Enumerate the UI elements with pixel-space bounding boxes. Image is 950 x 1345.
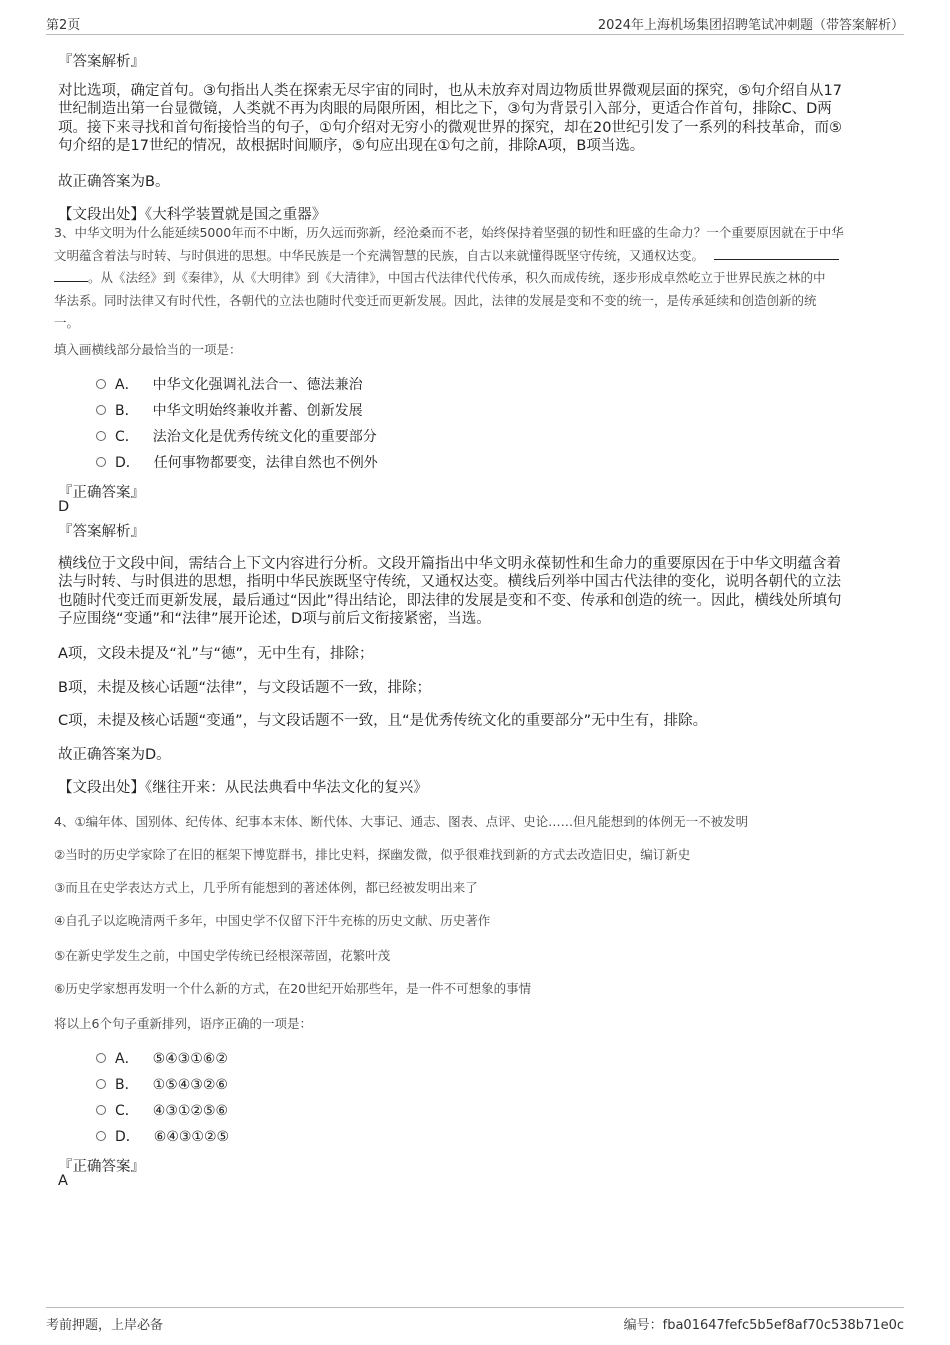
document-title: 2024年上海机场集团招聘笔试冲刺题（带答案解析） bbox=[597, 18, 904, 33]
option-a[interactable]: A． ⑤④③①⑥② bbox=[96, 1048, 228, 1068]
stem-line: 华法系。同时法律又有时代性，各朝代的立法也随时代变迁而更新发展。因此，法律的发展是变和不变的统一，是传承延续和创造创新的统 bbox=[54, 292, 817, 308]
sentence-1: 4、①编年体、国别体、纪传体、纪事本末体、断代体、大事记、通志、图表、点评、史论……但凡能想到的体例无一不被发明 bbox=[54, 814, 749, 829]
analysis-label: 『答案解析』 bbox=[58, 54, 145, 70]
stem-line: 一。 bbox=[54, 315, 80, 330]
analysis-line: 对比选项，确定首句。③句指出人类在探索无尽宇宙的同时，也从未放弃对周边物质世界微观层面的探究，⑤句介绍自从17 bbox=[58, 83, 842, 99]
question-prompt: 填入画横线部分最恰当的一项是： bbox=[54, 342, 242, 357]
sentence-5: ⑤在新史学发生之前，中国史学传统已经根深蒂固，花繁叶茂 bbox=[54, 948, 391, 963]
option-d[interactable]: D． ⑥④③①②⑤ bbox=[96, 1126, 229, 1146]
footer-slogan: 考前押题，上岸必备 bbox=[46, 1318, 164, 1333]
radio-icon[interactable] bbox=[96, 379, 106, 389]
fill-blank bbox=[54, 270, 88, 282]
source-title: 《继往开来：从民法典看中华法文化的复兴》 bbox=[145, 780, 428, 796]
reason-c: C项，未提及核心话题“变通”，与文段话题不一致，且“是优秀传统文化的重要部分”无中生有，排除。 bbox=[58, 713, 708, 729]
question-3-stem bbox=[54, 222, 844, 335]
source-label: 【文段出处】 bbox=[58, 207, 145, 223]
radio-icon[interactable] bbox=[96, 1105, 106, 1115]
sentence-3: ③而且在史学表达方式上，几乎所有能想到的著述体例，都已经被发明出来了 bbox=[54, 880, 478, 895]
source-line bbox=[58, 203, 326, 224]
answer-label: 『正确答案』 bbox=[58, 1159, 145, 1175]
fill-blank bbox=[714, 248, 839, 260]
conclusion: 故正确答案为D。 bbox=[58, 747, 171, 763]
analysis-line: 也随时代变迁而更新发展，最后通过“因此”得出结论，即法律的发展是变和不变、传承和创造的统一。因此，横线处所填句 bbox=[58, 592, 842, 609]
radio-icon[interactable] bbox=[96, 457, 106, 467]
question-prompt: 将以上6个句子重新排列，语序正确的一项是： bbox=[54, 1016, 312, 1031]
analysis-line: 句介绍的是17世纪的情况，故根据时间顺序，⑤句应出现在①句之前，排除A项，B项当选。 bbox=[58, 137, 645, 154]
radio-icon[interactable] bbox=[96, 405, 106, 415]
analysis-line: 项。接下来寻找和首句衔接恰当的句子，①句介绍对无穷小的微观世界的探究，却在20世纪引发了一系列的科技革命，而⑤ bbox=[58, 119, 842, 136]
option-b[interactable]: B． ①⑤④③②⑥ bbox=[96, 1074, 228, 1094]
radio-icon[interactable] bbox=[96, 431, 106, 441]
radio-icon[interactable] bbox=[96, 1079, 106, 1089]
analysis-paragraph bbox=[58, 82, 842, 155]
stem-line: 。从《法经》到《秦律》，从《大明律》到《大清律》，中国古代法律代代传承，积久而成传统，逐步形成卓然屹立于世界民族之林的中 bbox=[54, 267, 844, 290]
option-c[interactable]: C． ④③①②⑤⑥ bbox=[96, 1100, 228, 1120]
analysis-line: 横线位于文段中间，需结合上下文内容进行分析。文段开篇指出中华文明永葆韧性和生命力的重要原因在于中华文明蕴含着 bbox=[58, 556, 841, 572]
source-label: 【文段出处】 bbox=[58, 780, 145, 796]
option-b[interactable]: B． 中华文明始终兼收并蓄、创新发展 bbox=[96, 400, 363, 420]
option-d[interactable]: D． 任何事物都要变，法律自然也不例外 bbox=[96, 452, 378, 472]
reason-b: B项，未提及核心话题“法律”，与文段话题不一致，排除； bbox=[58, 680, 431, 696]
reason-a: A项，文段未提及“礼”与“德”，无中生有，排除； bbox=[58, 646, 374, 662]
document-code: 编号：fba01647fefc5b5ef8af70c538b71e0c bbox=[623, 1318, 904, 1333]
radio-icon[interactable] bbox=[96, 1053, 106, 1063]
page-footer bbox=[46, 1307, 904, 1338]
answer-value: D bbox=[58, 499, 70, 515]
sentence-6: ⑥历史学家想再发明一个什么新的方式，在20世纪开始那些年，是一件不可想象的事情 bbox=[54, 981, 532, 996]
conclusion: 故正确答案为B。 bbox=[58, 174, 170, 190]
answer-label: 『正确答案』 bbox=[58, 485, 145, 501]
answer-value: A bbox=[58, 1173, 68, 1189]
sentence-4: ④自孔子以迄晚清两千多年，中国史学不仅留下汗牛充栋的历史文献、历史著作 bbox=[54, 913, 491, 928]
analysis-line: 法与时转、与时俱进的思想，指明中华民族既坚守传统，又通权达变。横线后列举中国古代法律的变化，说明各朝代的立法 bbox=[58, 574, 841, 591]
analysis-line: 子应围绕“变通”和“法律”展开论述，D项与前后文衔接紧密，当选。 bbox=[58, 610, 491, 627]
option-c[interactable]: C． 法治文化是优秀传统文化的重要部分 bbox=[96, 426, 377, 446]
radio-icon[interactable] bbox=[96, 1131, 106, 1141]
page-number: 第2页 bbox=[46, 18, 81, 33]
analysis-line: 世纪制造出第一台显微镜，人类就不再为肉眼的局限所困，相比之下，③句为背景引入部分，更适合作首句，排除C、D两 bbox=[58, 101, 832, 118]
stem-line: 文明蕴含着法与时转、与时俱进的思想。中华民族是一个充满智慧的民族，自古以来就懂得既坚守传统，又通权达变。 bbox=[54, 245, 844, 268]
analysis-label: 『答案解析』 bbox=[58, 524, 145, 540]
page-header bbox=[46, 14, 904, 35]
analysis-paragraph bbox=[58, 555, 842, 628]
source-title: 《大科学装置就是国之重器》 bbox=[145, 207, 327, 223]
source-line bbox=[58, 776, 428, 797]
stem-line: 3、中华文明为什么能延续5000年而不中断，历久远而弥新，经沧桑而不老，始终保持着坚强的韧性和旺盛的生命力？一个重要原因就在于中华 bbox=[54, 225, 844, 240]
sentence-2: ②当时的历史学家除了在旧的框架下博览群书，排比史料，探幽发微，似乎很难找到新的方式去改造旧史，编订新史 bbox=[54, 847, 691, 862]
option-a[interactable]: A． 中华文化强调礼法合一、德法兼治 bbox=[96, 374, 363, 394]
